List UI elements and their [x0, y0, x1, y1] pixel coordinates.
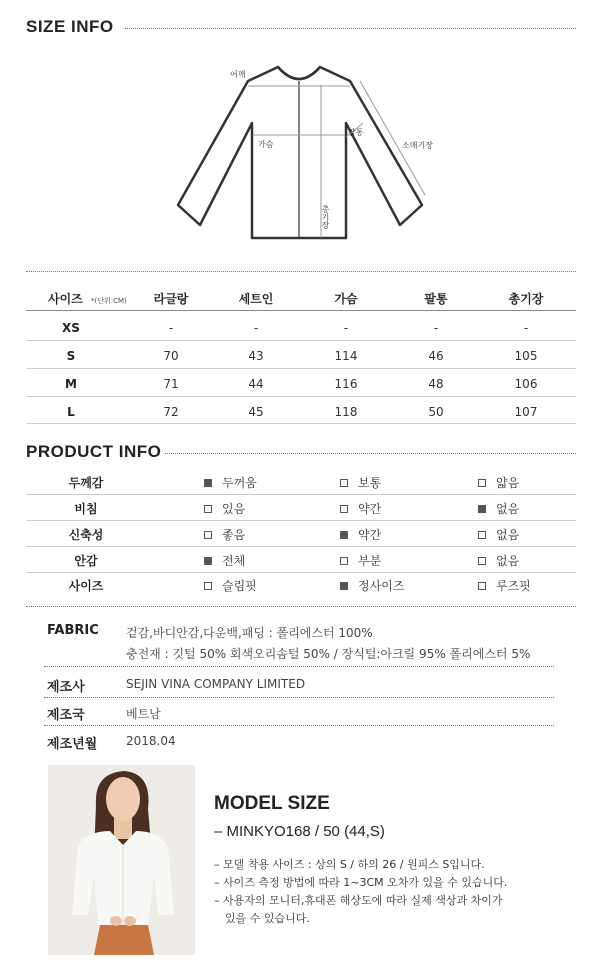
checkbox-unchecked: [204, 582, 212, 590]
origin-value: 베트남: [126, 707, 161, 721]
checkbox-checked: [204, 557, 212, 565]
row-divider: [26, 423, 576, 424]
checkbox-checked: [478, 505, 486, 513]
section-divider: [26, 271, 576, 272]
date-label: 제조년월: [47, 737, 98, 752]
header-raglan: 라글랑: [153, 292, 189, 306]
product-info-row-fit: 사이즈 슬림핏 정사이즈 루즈핏: [68, 579, 531, 593]
header-unit: *(단위:CM): [90, 297, 127, 305]
table-row: XS - - - - -: [62, 321, 529, 335]
label-total-length: 총기장: [321, 205, 330, 229]
checkbox-checked: [340, 582, 348, 590]
checkbox-unchecked: [478, 557, 486, 565]
model-photo: [48, 765, 195, 955]
origin-label: 제조국: [47, 708, 85, 723]
date-value: 2018.04: [126, 734, 176, 748]
table-row: L 72 45 118 50 107: [67, 405, 538, 419]
info-divider: [44, 697, 554, 698]
checkbox-unchecked: [478, 479, 486, 487]
model-note-4: 있을 수 있습니다.: [225, 912, 310, 925]
model-size-subtitle: – MINKYO168 / 50 (44,S): [214, 823, 385, 840]
fabric-line-1: 겉감,바디안감,다운백,패딩 : 폴리에스터 100%: [126, 626, 373, 640]
model-note-2: – 사이즈 측정 방법에 따라 1~3CM 오차가 있을 수 있습니다.: [214, 876, 508, 889]
size-info-title: SIZE INFO: [26, 17, 114, 36]
label-sleeve-length: 소매기장: [402, 141, 433, 150]
info-divider: [44, 725, 554, 726]
row-divider: [26, 340, 576, 341]
table-row: M 71 44 116 48 106: [65, 377, 538, 391]
row-divider: [26, 396, 576, 397]
header-chest: 가슴: [334, 292, 358, 306]
checkbox-unchecked: [478, 582, 486, 590]
checkbox-unchecked: [204, 505, 212, 513]
checkbox-checked: [204, 479, 212, 487]
header-arm: 팔통: [424, 292, 448, 306]
checkbox-unchecked: [340, 557, 348, 565]
header-setin: 세트인: [238, 292, 274, 306]
product-info-row-thickness: 두께감 두꺼움 보통 얇음: [68, 476, 520, 490]
checkbox-checked: [340, 531, 348, 539]
maker-label: 제조사: [47, 680, 85, 695]
checkbox-unchecked: [340, 479, 348, 487]
size-table-header: [26, 283, 576, 311]
info-divider: [44, 666, 554, 667]
table-header-line: [26, 310, 576, 311]
model-note-3: – 사용자의 모니터,휴대폰 해상도에 따라 실제 색상과 차이가: [214, 894, 503, 907]
checkbox-unchecked: [478, 531, 486, 539]
product-info-title: PRODUCT INFO: [26, 442, 162, 461]
title-divider: [125, 28, 576, 29]
maker-value: SEJIN VINA COMPANY LIMITED: [126, 677, 306, 691]
checkbox-unchecked: [204, 531, 212, 539]
table-row: S 70 43 114 46 105: [66, 349, 538, 363]
header-size: 사이즈: [48, 292, 83, 306]
header-total-length: 총기장: [508, 292, 544, 306]
label-arm: 팔통: [348, 128, 364, 137]
model-note-1: – 모델 착용 사이즈 : 상의 S / 하의 26 / 원피스 S입니다.: [214, 858, 485, 871]
product-info-row-lining: 안감 전체 부분 없음: [74, 554, 520, 568]
model-size-title: MODEL SIZE: [214, 793, 330, 814]
section-divider: [26, 606, 576, 607]
fabric-line-2: 충전재 : 깃털 50% 회색오리솜털 50% / 장식털:아크릴 95% 폴리에스터 5%: [126, 647, 531, 661]
product-info-row-sheerness: 비침 있음 약간 없음: [74, 502, 520, 516]
product-info-row-stretch: 신축성 좋음 약간 없음: [68, 528, 520, 542]
fabric-label: FABRIC: [47, 623, 99, 638]
label-shoulder: 어깨: [230, 70, 246, 79]
label-chest: 가슴: [258, 140, 274, 149]
row-divider: [26, 368, 576, 369]
checkbox-unchecked: [340, 505, 348, 513]
title-divider: [165, 453, 576, 454]
